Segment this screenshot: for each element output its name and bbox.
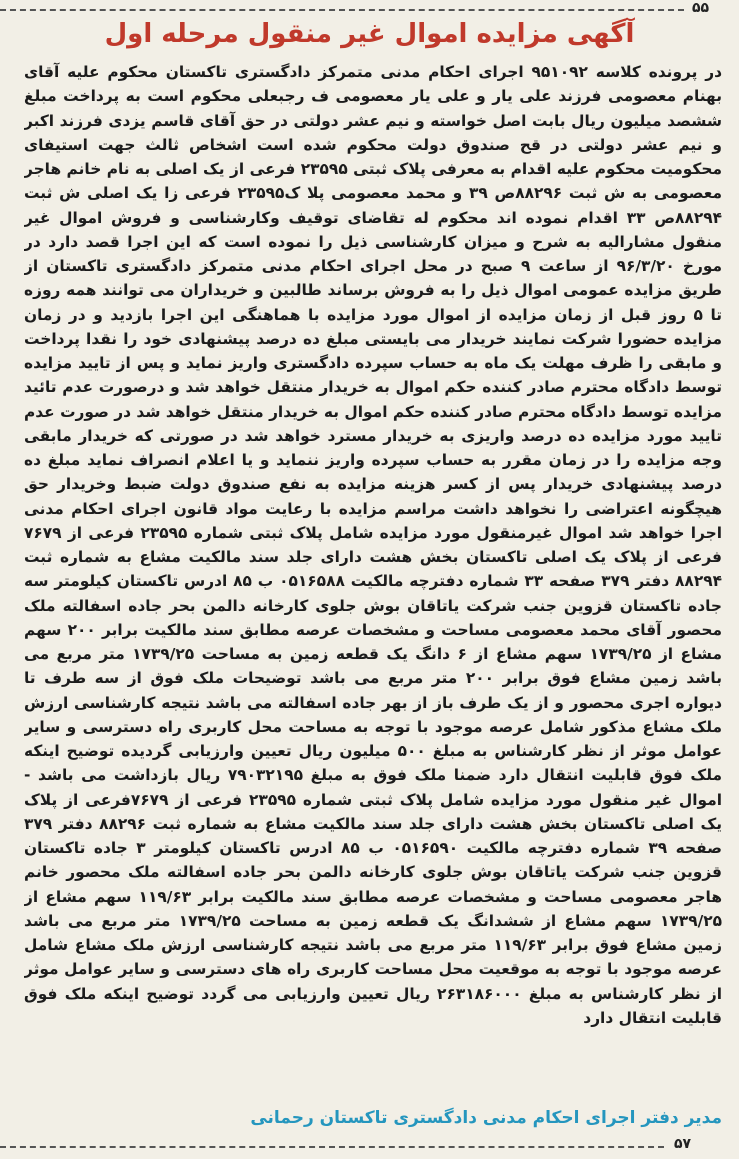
bottom-divider <box>0 1146 664 1148</box>
notice-body: در پرونده کلاسه ۹۵۱۰۹۲ اجرای احکام مدنی متمرکز دادگستری تاکستان محکوم علیه آقای بهنام معصومی فرزند علی یار و علی یار معصومی ف رجبعلی محکوم است به پرداخت مبلغ ششصد میلیون ریال بابت اصل خواسته و نیم عشر دولتی در حق آقای قاسم یزدی فرزند اکبر و نیم عشر دولتی در قح صندوق دولت محکوم شده است اشخاص ثالث جهت استیفای محکومیت محکوم علیه اقدام به معرفی پلاک ثبتی ۲۳۵۹۵ فرعی از یک اصلی به نام خانم هاجر معصومی به ش ثبت ۸۸۲۹۶ص ۳۹ و محمد معصومی پلا ک۲۳۵۹۵ فرعی زا یک اصلی ش ثبت ۸۸۲۹۴ص ۳۳ اقدام نموده اند محکوم له تقاضای توقیف وکارشناسی و فروش اموال غیر منقول مشارالیه به شرح و میزان کارشناسی ذیل را نموده است که این اجرا قصد دارد در مورخ ۹۶/۳/۲۰ از ساعت ۹ صبح در محل اجرای احکام مدنی متمرکز دادگستری تاکستان از طریق مزایده عمومی اموال ذیل را به فروش برساند طالبین و خریداران می توانند همه روزه تا ۵ روز قبل از زمان مزایده از اموال مورد مزایده با هماهنگی این اجرا بازدید و در زمان مزایده حضورا شرکت نمایند خریدار می بایستی مبلغ ده درصد پیشنهادی خود را نقدا پرداخت و مابقی را ظرف مهلت یک ماه به حساب سپرده دادگستری واریز نماید و پس از تایید مزایده توسط دادگاه محترم صادر کننده حکم اموال به خریدار منتقل خواهد شد و درصورت عدم تائید مزایده توسط دادگاه محترم صادر کننده حکم اموال به خریدار منتقل خواهد شد در صورت عدم تایید مورد مزایده ده درصد واریزی به خریدار مسترد خواهد شد در صورتی که خریدار مابقی وجه مزایده را در زمان مقرر به حساب سپرده واریز ننماید و یا اعلام انصراف نماید مبلغ ده درصد پیشنهادی خریدار پس از کسر هزینه مزایده به نفع صندوق دولت ضبط وخریدار حق هیچگونه اعتراضی را نخواهد داشت مراسم مزایده با رعایت مواد قانون اجرای احکام مدنی اجرا خواهد شد اموال غیرمنقول مورد مزایده شامل پلاک ثبتی شماره ۲۳۵۹۵ فرعی از ۷۶۷۹ فرعی از پلاک یک اصلی تاکستان بخش هشت دارای جلد سند مالکیت مشاع به شماره ثبت ۸۸۲۹۴ دفتر ۳۷۹ صفحه ۳۳ شماره دفترچه مالکیت ۰۵۱۶۵۸۸ ب ۸۵ ادرس تاکستان کیلومتر سه جاده تاکستان قزوین جنب شرکت یاتاقان بوش جلوی کارخانه دالمن بحر جاده اسفالته ملک محصور آقای محمد معصومی مساحت و مشخصات عرصه مطابق سند مالکیت برابر ۲۰۰ سهم مشاع از ۱۷۳۹/۲۵ سهم مشاع از ۶ دانگ یک قطعه زمین به مساحت ۱۷۳۹/۲۵ متر مربع می باشد زمین مشاع فوق برابر ۲۰۰ متر مربع می باشد توضیحات ملک فوق از سه طرف تا دیواره اجری محصور و از یک طرف باز از بهر جاده اسفالته می باشد نتیجه کارشناسی ارزش ملک مشاع مذکور شامل عرصه موجود با توجه به مساحت محل کاربری راه دسترسی و سایر عوامل موثر از نظر کارشناس به مبلغ ۵۰۰ میلیون ریال تعیین وارزیابی گردیده توضیح اینکه ملک فوق قابلیت انتقال دارد ضمنا ملک فوق به مبلغ ۷۹۰۳۲۱۹۵ ریال بازداشت می باشد - اموال غیر منقول مورد مزایده شامل پلاک ثبتی شماره ۲۳۵۹۵ فرعی از ۷۶۷۹فرعی از پلاک یک اصلی تاکستان بخش هشت دارای جلد سند مالکیت مشاع به شماره ثبت ۸۸۲۹۶ دفتر ۳۷۹ صفحه ۳۹ شماره دفترچه مالکیت ۰۵۱۶۵۹۰ ب ۸۵ ادرس تاکستان کیلومتر ۳ جاده تاکستان قزوین جنب شرکت یاتاقان بوش جلوی کارخانه دالمن بحر جاده اسفالته ملک محصور خانم هاجر معصومی مساحت و مشخصات عرصه مطابق سند مالکیت برابر ۱۱۹/۶۳ سهم مشاع از ۱۷۳۹/۲۵ سهم مشاع از ششدانگ یک قطعه زمین به مساحت ۱۷۳۹/۲۵ متر مربع می باشد زمین مشاع فوق برابر ۱۱۹/۶۳ متر مربع می باشد نتیجه کارشناسی ارزش ملک مشاع شامل عرصه موجود با توجه به موقعیت محل مساحت کاربری راه های دسترسی و سایر عوامل موثر از نظر کارشناس به مبلغ ۲۶۳۱۸۶۰۰۰ ریال تعیین وارزیابی می گردد توضیح اینکه ملک فوق قابلیت انتقال دارد <box>24 63 722 1027</box>
notice-signature: مدیر دفتر اجرای احکام مدنی دادگستری تاکستان رحمانی <box>250 1108 722 1128</box>
page-number-bottom: ۵۷ <box>674 1136 692 1152</box>
page-number-top: ۵۵ <box>692 0 710 16</box>
top-divider <box>0 9 684 11</box>
notice-title: آگهی مزایده اموال غیر منقول مرحله اول <box>104 19 635 49</box>
